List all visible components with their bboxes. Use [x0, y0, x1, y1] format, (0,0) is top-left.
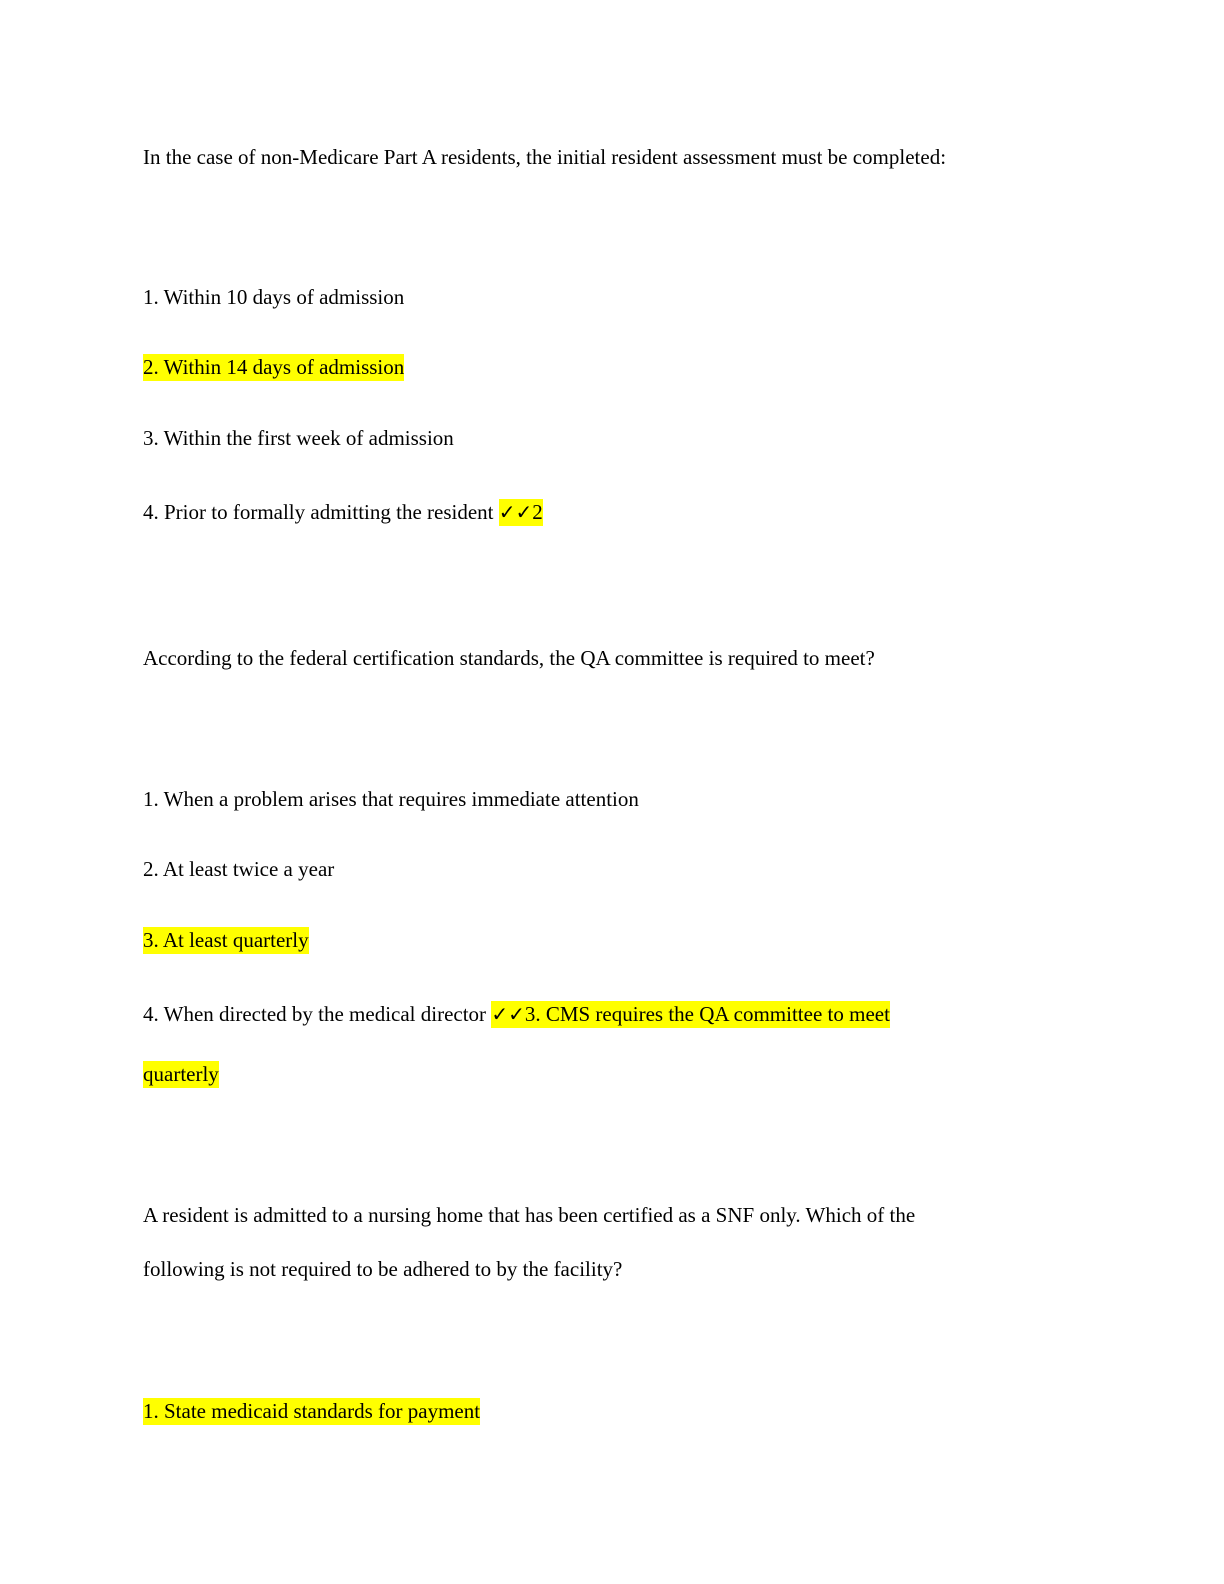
- q2-answer-text-2: quarterly: [143, 1062, 219, 1086]
- q1-option-1-label: 1. Within 10 days of admission: [143, 285, 405, 309]
- q1-option-3: [143, 425, 454, 451]
- question-3-text-line-1: A resident is admitted to a nursing home that has been certified as a SNF only. Which of the: [143, 1203, 916, 1227]
- q2-option-2: [143, 856, 334, 882]
- q1-option-2-highlighted: 2. Within 14 days of admission: [143, 355, 405, 379]
- question-2-text: According to the federal certification standards, the QA committee is required to meet?: [143, 646, 875, 670]
- q1-answer: [499, 499, 543, 526]
- q1-option-2: [143, 354, 404, 380]
- q2-answer: [491, 1001, 890, 1028]
- q1-option-4-label: 4. Prior to formally admitting the resident: [143, 500, 494, 524]
- q2-answer-continued: [143, 1061, 219, 1087]
- q2-option-2-label: 2. At least twice a year: [143, 857, 335, 881]
- q1-option-1: [143, 284, 404, 310]
- q2-option-1-label: 1. When a problem arises that requires immediate attention: [143, 787, 639, 811]
- q2-option-3: [143, 927, 309, 953]
- checkmark-icon: ✓✓: [491, 1002, 525, 1026]
- checkmark-icon: ✓✓: [498, 500, 533, 524]
- q3-option-1-highlighted: 1. State medicaid standards for payment: [143, 1399, 481, 1423]
- q2-option-1: [143, 786, 639, 812]
- question-1-text: In the case of non-Medicare Part A residents, the initial resident assessment must be completed:: [143, 145, 947, 169]
- q2-option-3-highlighted: 3. At least quarterly: [143, 928, 309, 952]
- question-3-text-line-2: following is not required to be adhered to by the facility?: [143, 1257, 623, 1281]
- q1-option-3-label: 3. Within the first week of admission: [143, 426, 454, 450]
- q1-answer-value: 2: [532, 500, 543, 524]
- q2-answer-text: 3. CMS requires the QA committee to meet: [524, 1002, 890, 1026]
- q2-option-4-label: 4. When directed by the medical director: [143, 1002, 487, 1026]
- q2-option-4: [143, 1001, 890, 1027]
- q3-option-1: [143, 1398, 480, 1424]
- q1-option-4: [143, 499, 543, 525]
